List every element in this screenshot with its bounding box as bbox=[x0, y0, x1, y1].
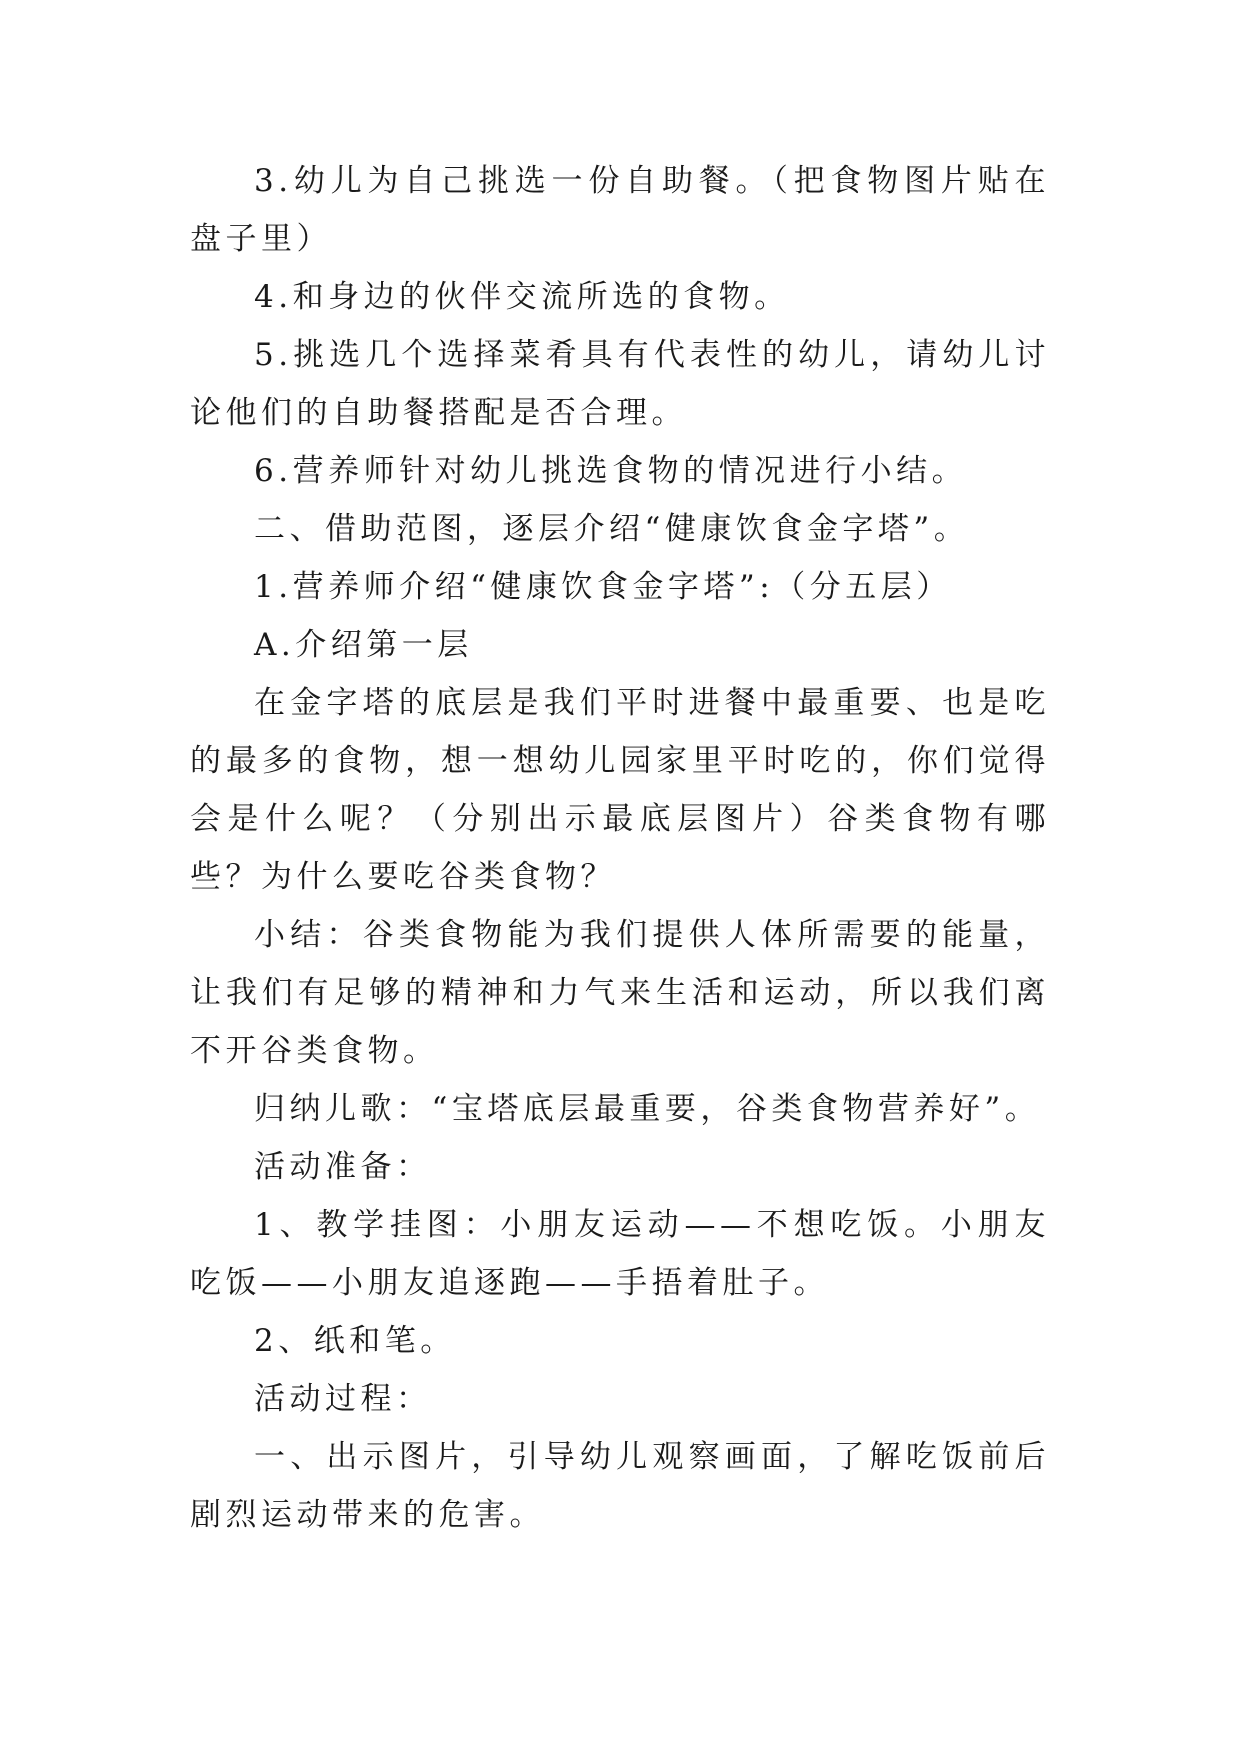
paragraph-step-6: 6.营养师针对幼儿挑选食物的情况进行小结。 bbox=[254, 453, 968, 489]
paragraph-summary: 小结：谷类食物能为我们提供人体所需要的能量，让我们有足够的精神和力气来生活和运动，所以我们离不开谷类食物。 bbox=[190, 917, 1050, 1069]
paragraph-process-step-1: 一、出示图片，引导幼儿观察画面，了解吃饭前后剧烈运动带来的危害。 bbox=[190, 1439, 1050, 1533]
paragraph-prep-item-1: 1、教学挂图：小朋友运动——不想吃饭。小朋友吃饭——小朋友追逐跑——手捂着肚子。 bbox=[190, 1207, 1050, 1301]
paragraph-pyramid-intro: 1.营养师介绍“健康饮食金字塔”:（分五层） bbox=[254, 569, 952, 605]
paragraph-layer-one-body: 在金字塔的底层是我们平时进餐中最重要、也是吃的最多的食物，想一想幼儿园家里平时吃的，你们觉得会是什么呢？（分别出示最底层图片）谷类食物有哪些？为什么要吃谷类食物？ bbox=[190, 685, 1050, 895]
paragraph-prep-item-2: 2、纸和笔。 bbox=[254, 1323, 456, 1359]
paragraph-step-4: 4.和身边的伙伴交流所选的食物。 bbox=[254, 279, 790, 315]
paragraph-layer-one-heading: A.介绍第一层 bbox=[254, 627, 473, 663]
paragraph-rhyme: 归纳儿歌：“宝塔底层最重要，谷类食物营养好”。 bbox=[254, 1091, 1041, 1127]
paragraph-step-3: 3.幼儿为自己挑选一份自助餐。（把食物图片贴在盘子里） bbox=[190, 163, 1050, 257]
heading-activity-prep: 活动准备： bbox=[254, 1149, 432, 1185]
paragraph-step-5: 5.挑选几个选择菜肴具有代表性的幼儿，请幼儿讨论他们的自助餐搭配是否合理。 bbox=[190, 337, 1050, 431]
heading-activity-process: 活动过程： bbox=[254, 1381, 432, 1417]
section-heading-pyramid: 二、借助范图，逐层介绍“健康饮食金字塔”。 bbox=[254, 511, 970, 547]
document-body bbox=[190, 152, 1050, 1544]
